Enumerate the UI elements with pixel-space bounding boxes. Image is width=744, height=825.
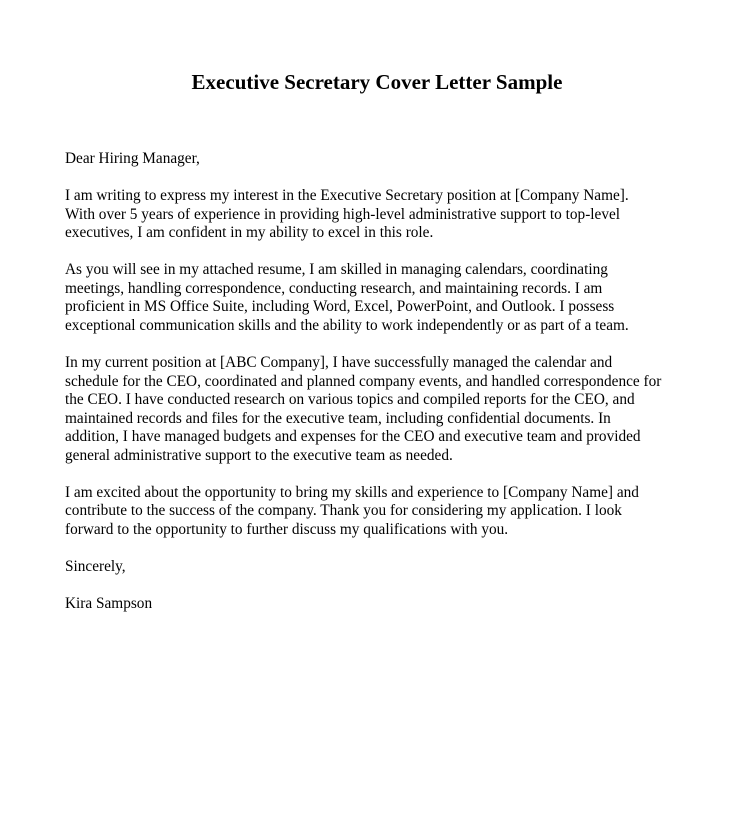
paragraph-line: contribute to the success of the company. Thank you for considering my application. I look xyxy=(65,502,622,520)
paragraph-line: With over 5 years of experience in providing high-level administrative support to top-level xyxy=(65,205,621,223)
paragraph-line: schedule for the CEO, coordinated and planned company events, and handled correspondence for xyxy=(65,372,662,390)
signature: Kira Sampson xyxy=(65,595,153,613)
paragraph-line: I am excited about the opportunity to bring my skills and experience to [Company Name] and xyxy=(65,483,639,501)
paragraph-line: addition, I have managed budgets and expenses for the CEO and executive team and provided xyxy=(65,428,641,446)
salutation: Dear Hiring Manager, xyxy=(65,150,200,167)
paragraph-experience xyxy=(65,354,705,466)
paragraph-line: I am writing to express my interest in the Executive Secretary position at [Company Name]. xyxy=(65,186,629,204)
letter-body xyxy=(65,150,705,632)
closing: Sincerely, xyxy=(65,558,126,576)
paragraph-line: general administrative support to the executive team as needed. xyxy=(65,446,453,464)
paragraph-line: meetings, handling correspondence, conducting research, and maintaining records. I am xyxy=(65,279,603,297)
paragraph-line: proficient in MS Office Suite, including Word, Excel, PowerPoint, and Outlook. I possess xyxy=(65,298,615,316)
paragraph-line: executives, I am confident in my ability to excel in this role. xyxy=(65,224,434,242)
paragraph-skills xyxy=(65,261,705,335)
paragraph-line: the CEO. I have conducted research on various topics and compiled reports for the CEO, and xyxy=(65,391,635,409)
paragraph-line: exceptional communication skills and the ability to work independently or as part of a team. xyxy=(65,316,629,334)
page-title: Executive Secretary Cover Letter Sample xyxy=(191,70,563,94)
paragraph-closing-remarks xyxy=(65,484,705,540)
paragraph-line: As you will see in my attached resume, I am skilled in managing calendars, coordinating xyxy=(65,261,608,279)
paragraph-intro xyxy=(65,187,705,243)
paragraph-line: In my current position at [ABC Company], I have successfully managed the calendar and xyxy=(65,353,613,371)
paragraph-line: maintained records and files for the executive team, including confidential documents. In xyxy=(65,409,611,427)
paragraph-line: forward to the opportunity to further discuss my qualifications with you. xyxy=(65,521,509,539)
